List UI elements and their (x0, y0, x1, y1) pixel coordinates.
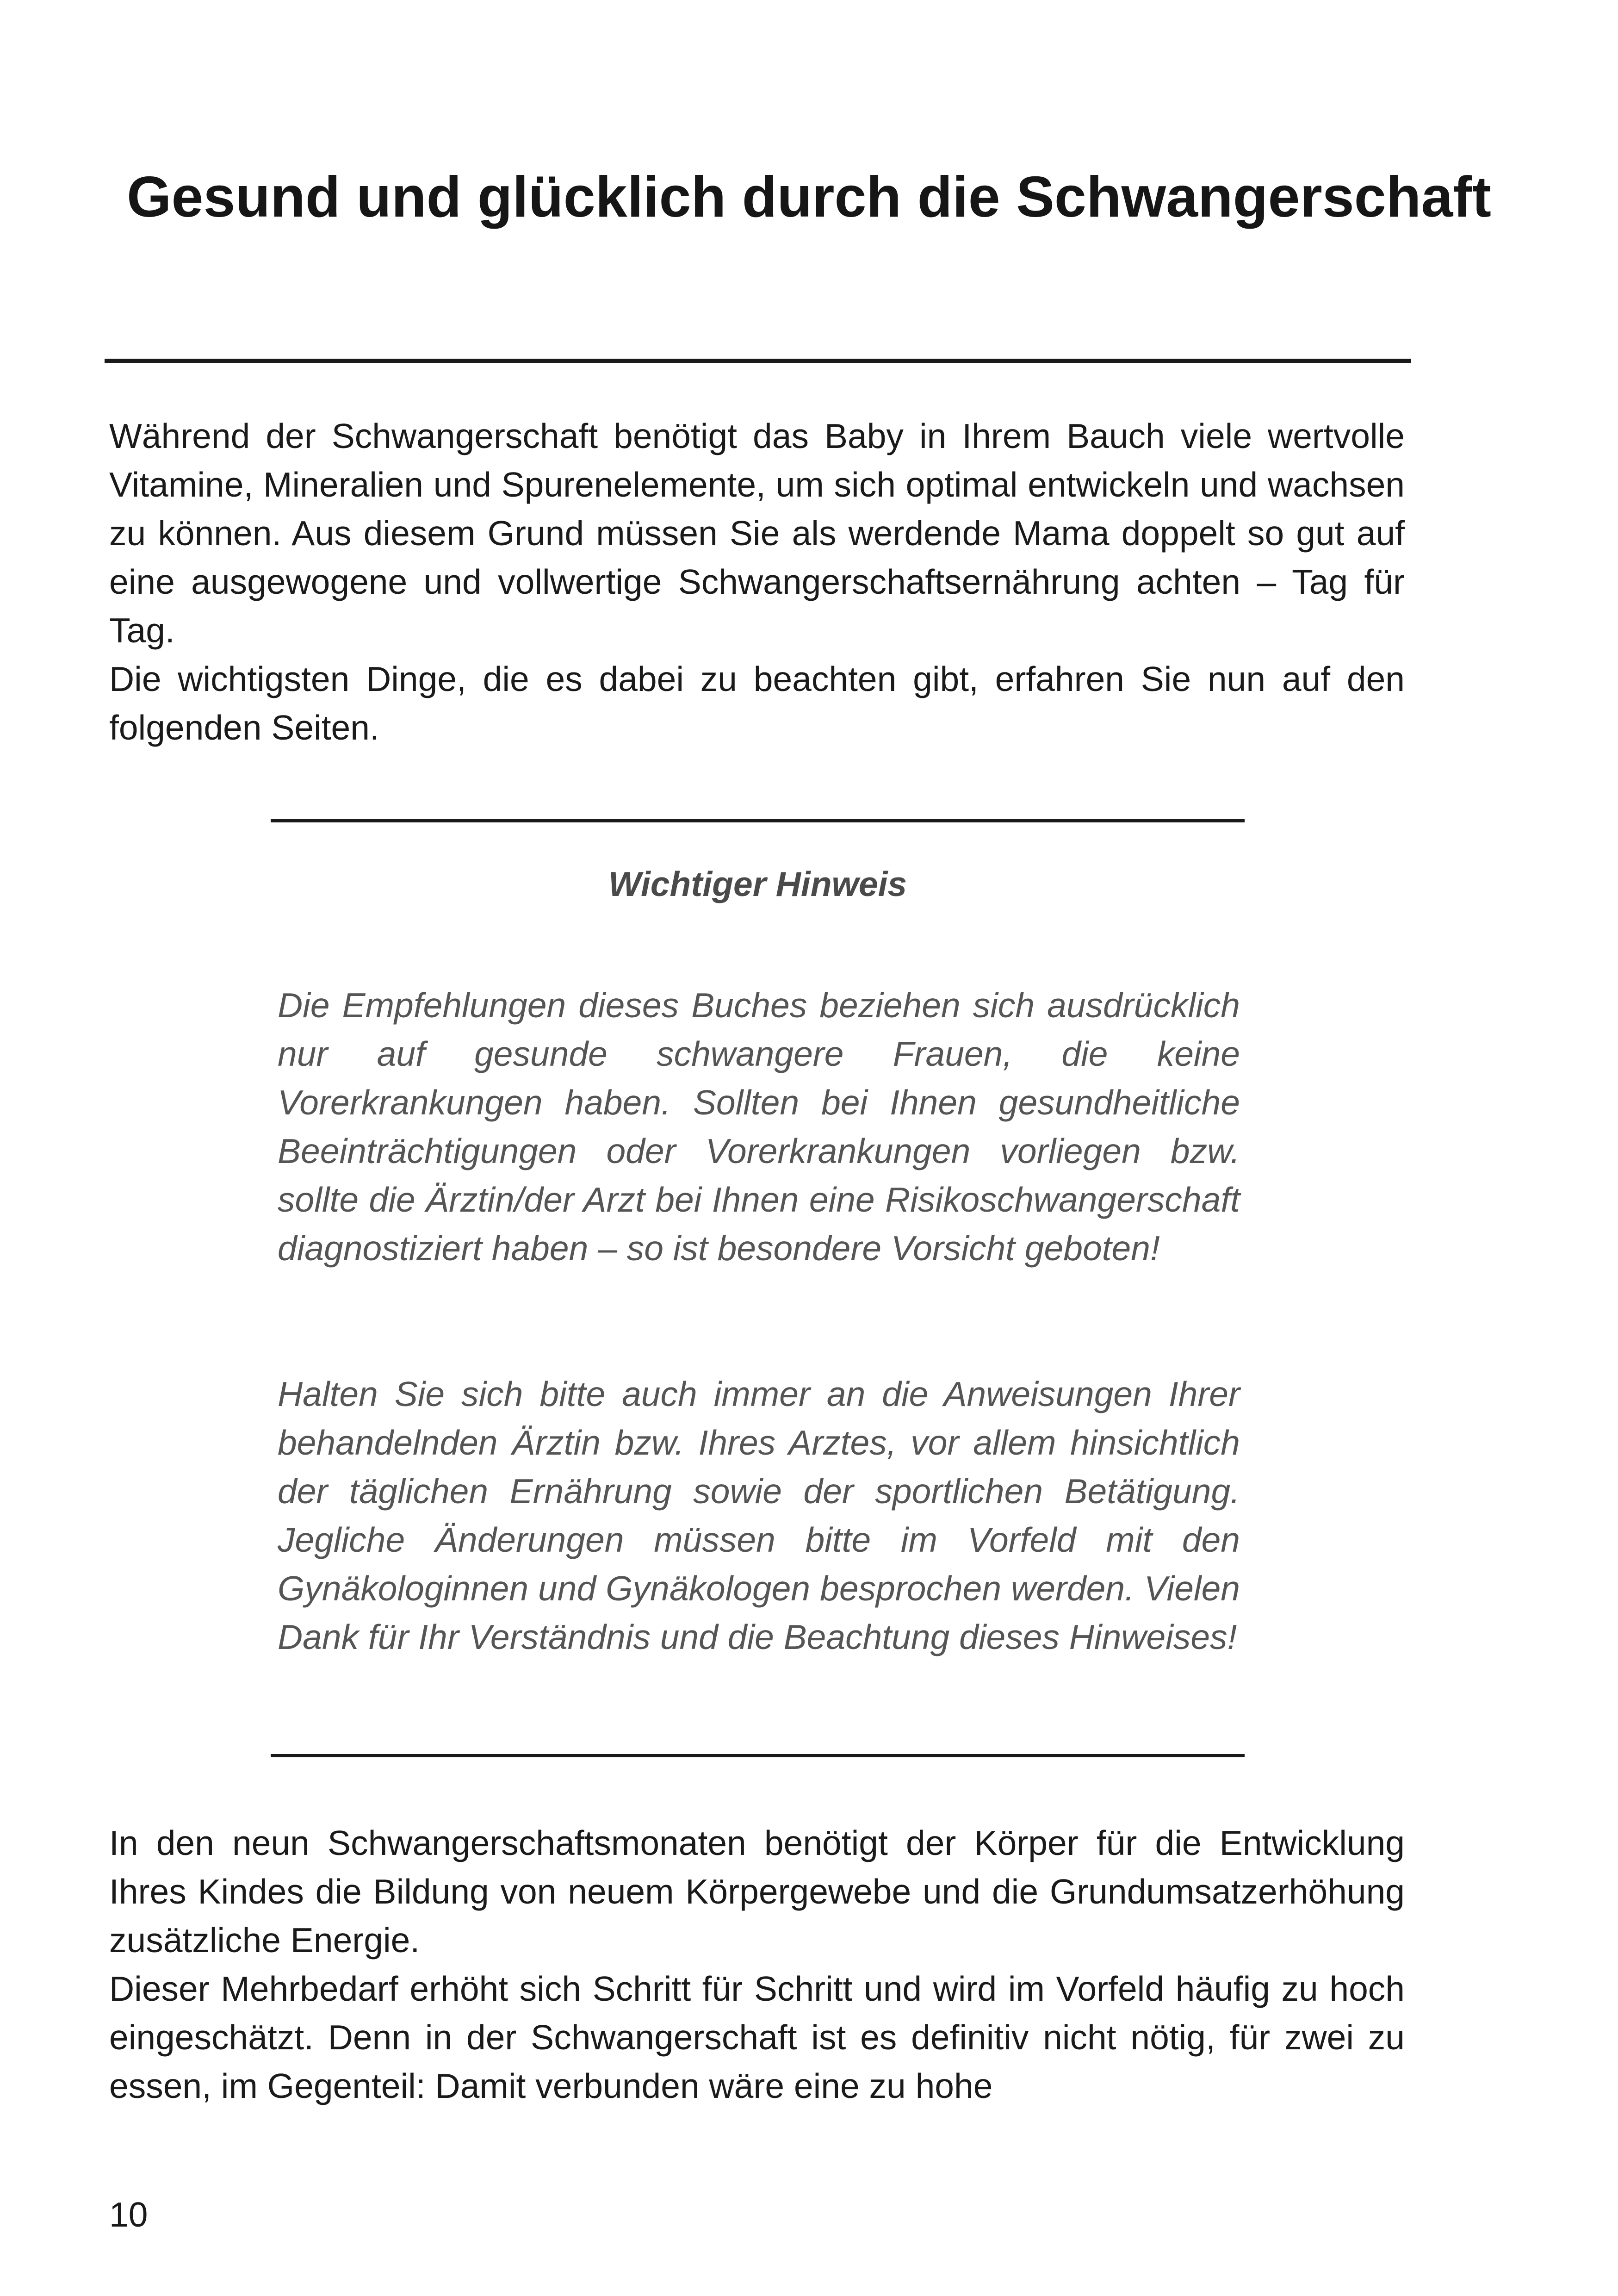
note-heading: Wichtiger Hinweis (608, 865, 907, 903)
note-paragraph: Halten Sie sich bitte auch immer an die Anweisungen Ihrer behandelnden Ärztin bzw. Ihres Arztes, vor allem hinsichtlich der täglichen Ernährung sowie der sportlichen Betätigung. Jegliche Änderungen müssen bitte im Vorfeld mit den Gynäkologinnen und Gynäkologen besprochen werden. Vielen Dank für Ihr Verständnis und die Beachtung dieses Hinweises! (278, 1375, 1240, 1656)
intro-paragraph: Während der Schwangerschaft benötigt das Baby in Ihrem Bauch viele wertvolle Vitamine, Mineralien und Spurenelemente, um sich optimal entwickeln und wachsen zu können. Aus diesem Grund müssen Sie als werdende Mama doppelt so gut auf eine ausgewogene und vollwertige Schwangerschaftsernährung achten – Tag für Tag. (109, 417, 1405, 650)
note-top-divider (271, 819, 1245, 822)
intro-text (109, 412, 1405, 752)
title-divider (105, 359, 1411, 363)
note-paragraph: Die Empfehlungen dieses Buches beziehen sich ausdrücklich nur auf gesunde schwangere Frauen, die keine Vorerkrankungen haben. Sollten bei Ihnen gesundheitliche Beeinträchtigungen oder Vorerkrankungen vorliegen bzw. sollte die Ärztin/der Arzt bei Ihnen eine Risikoschwangerschaft diagnostiziert haben – so ist besondere Vorsicht geboten! (278, 986, 1240, 1268)
outro-paragraph: Dieser Mehrbedarf erhöht sich Schritt für Schritt und wird im Vorfeld häufig zu hoch eingeschätzt. Denn in der Schwangerschaft ist es definitiv nicht nötig, für zwei zu essen, im Gegenteil: Damit verbunden wäre eine zu hohe (109, 1969, 1405, 2105)
intro-paragraph: Die wichtigsten Dinge, die es dabei zu beachten gibt, erfahren Sie nun auf den folgenden Seiten. (109, 660, 1405, 747)
note-bottom-divider (271, 1754, 1245, 1757)
page-number: 10 (109, 2195, 148, 2234)
outro-text (109, 1819, 1405, 2110)
outro-paragraph: In den neun Schwangerschaftsmonaten benötigt der Körper für die Entwicklung Ihres Kindes die Bildung von neuem Körpergewebe und die Grundumsatzerhöhung zusätzliche Energie. (109, 1823, 1405, 1960)
page-title: Gesund und glücklich durch die Schwangerschaft (127, 165, 1491, 229)
